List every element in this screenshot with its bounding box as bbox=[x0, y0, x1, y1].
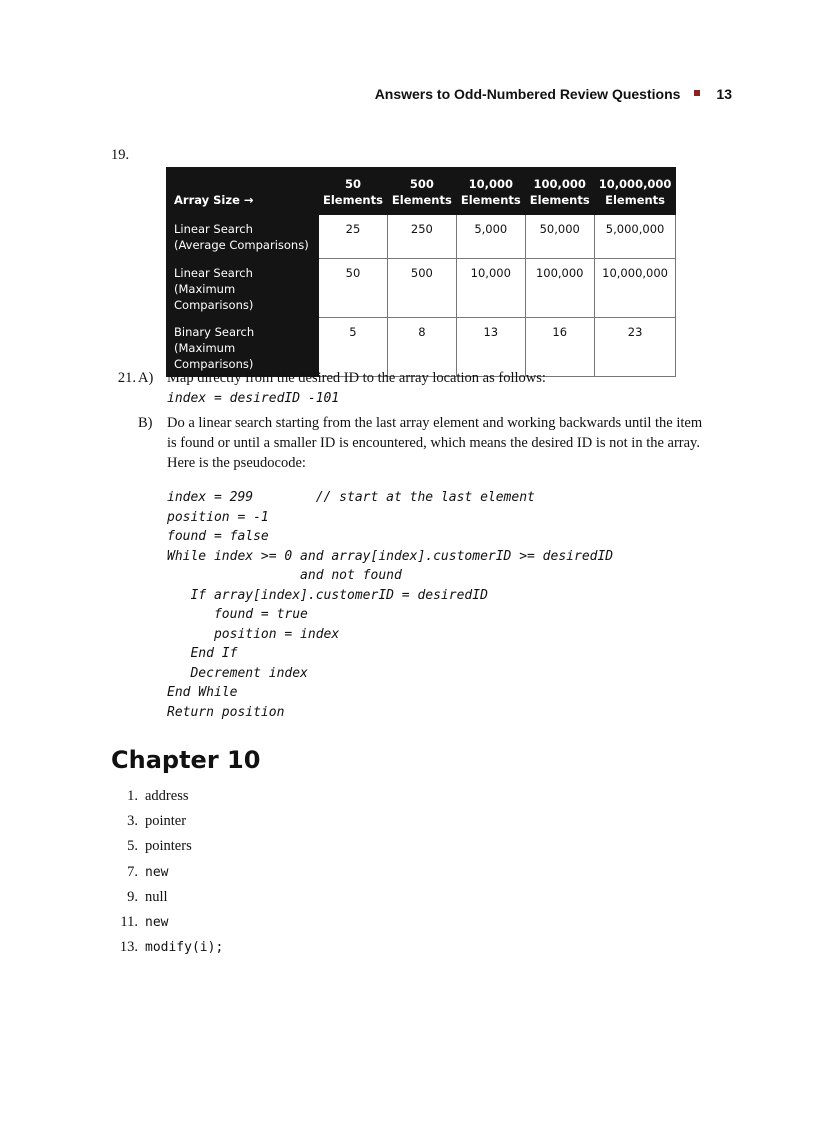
column-header: 10,000 Elements bbox=[456, 168, 525, 215]
q21-part-a-text: Map directly from the desired ID to the array location as follows: bbox=[167, 370, 546, 386]
code-line: While index >= 0 and array[index].customerID >= desiredID bbox=[167, 548, 614, 564]
list-item: 13. modify(i); bbox=[119, 939, 224, 956]
table-cell: 5,000 bbox=[456, 215, 525, 259]
search-comparison-table bbox=[166, 167, 676, 377]
row-header: Linear Search (Average Comparisons) bbox=[167, 215, 319, 259]
list-item: 3. pointer bbox=[127, 813, 187, 830]
running-header-title: Answers to Odd-Numbered Review Questions bbox=[374, 86, 681, 102]
code-line: found = true bbox=[167, 607, 308, 622]
table-cell: 5,000,000 bbox=[594, 215, 676, 259]
q21-part-b-line-1: Do a linear search starting from the last array element and working backwards until the item bbox=[167, 415, 703, 431]
q21-part-b-label: B) bbox=[138, 415, 153, 431]
q21-part-b-line-2: is found or until a smaller ID is encountered, which means the desired ID is not in the array. bbox=[167, 435, 700, 451]
page-number: 13 bbox=[716, 86, 732, 102]
q21-part-a-code: index = desiredID -101 bbox=[167, 391, 340, 406]
list-item: 5. pointers bbox=[127, 838, 192, 855]
table-cell: 500 bbox=[387, 259, 456, 318]
column-header: 100,000 Elements bbox=[525, 168, 594, 215]
code-line: and not found bbox=[167, 568, 402, 583]
row-header: Linear Search (Maximum Comparisons) bbox=[167, 259, 319, 318]
table-header-row bbox=[167, 168, 676, 215]
column-header: 10,000,000 Elements bbox=[594, 168, 676, 215]
code-line: Decrement index bbox=[167, 665, 308, 681]
running-header bbox=[375, 86, 732, 102]
q21-part-b-line-3: Here is the pseudocode: bbox=[167, 455, 306, 471]
table-cell: 25 bbox=[319, 215, 388, 259]
table-corner-header: Array Size → bbox=[167, 168, 319, 215]
header-bullet-icon bbox=[694, 90, 700, 96]
question-21-number: 21. bbox=[117, 370, 136, 386]
code-line: index = 299 // start at the last element bbox=[167, 490, 535, 505]
column-header: 500 Elements bbox=[387, 168, 456, 215]
row-header: Binary Search (Maximum Comparisons) bbox=[167, 318, 319, 377]
table-cell: 10,000,000 bbox=[594, 259, 676, 318]
code-line: position = -1 bbox=[167, 509, 269, 525]
table-cell: 23 bbox=[594, 318, 676, 377]
table-cell: 16 bbox=[525, 318, 594, 377]
pseudocode-block bbox=[167, 488, 613, 722]
table-cell: 100,000 bbox=[525, 259, 594, 318]
q21-part-a-label: A) bbox=[138, 370, 154, 386]
table-row bbox=[167, 318, 676, 377]
code-line: End If bbox=[167, 646, 238, 661]
code-line: position = index bbox=[167, 626, 340, 642]
question-19-number: 19. bbox=[111, 147, 130, 163]
chapter-heading: Chapter 10 bbox=[111, 746, 261, 774]
table-cell: 5 bbox=[319, 318, 388, 377]
list-item: 1. address bbox=[127, 788, 189, 804]
table-row bbox=[167, 259, 676, 318]
code-line: If array[index].customerID = desiredID bbox=[167, 587, 488, 603]
table-cell: 13 bbox=[456, 318, 525, 377]
table-cell: 50 bbox=[319, 259, 388, 318]
list-item: 9. null bbox=[127, 888, 168, 905]
code-line: found = false bbox=[167, 529, 269, 544]
chapter-answer-list bbox=[108, 787, 223, 963]
code-line: End While bbox=[167, 685, 238, 700]
table-cell: 10,000 bbox=[456, 259, 525, 318]
table-cell: 50,000 bbox=[525, 215, 594, 259]
column-header: 50 Elements bbox=[319, 168, 388, 215]
code-line: Return position bbox=[167, 704, 285, 720]
list-item: 11. new bbox=[120, 913, 169, 930]
table-cell: 250 bbox=[387, 215, 456, 259]
table-row bbox=[167, 215, 676, 259]
list-item: 7. new bbox=[127, 863, 169, 880]
table-cell: 8 bbox=[387, 318, 456, 377]
